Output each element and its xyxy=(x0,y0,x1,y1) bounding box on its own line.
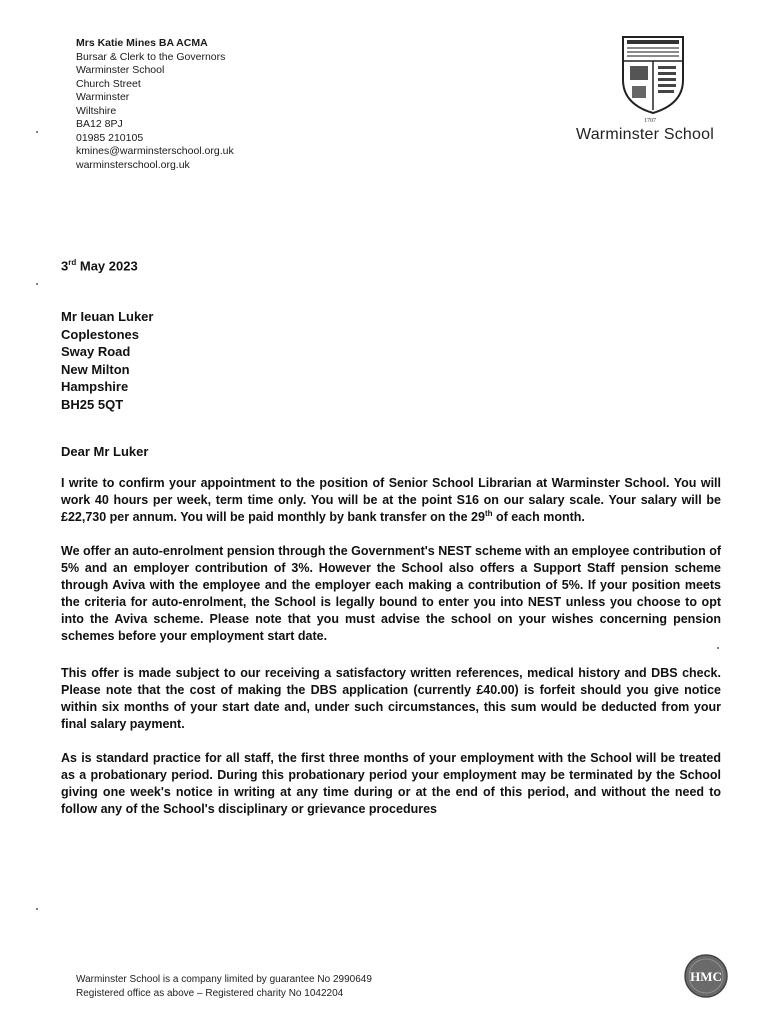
shield-crest-icon xyxy=(620,34,686,116)
school-name: Warminster School xyxy=(576,126,714,143)
hmc-badge-icon xyxy=(683,953,729,999)
paragraph-text: of each month. xyxy=(492,510,585,524)
school-founded: 1707 xyxy=(644,118,656,124)
footer-charity: Registered office as above – Registered charity No 1042204 xyxy=(76,988,344,999)
recipient-line: BH25 5QT xyxy=(61,396,124,412)
date-rest: May 2023 xyxy=(79,258,138,274)
sender-name: Mrs Katie Mines BA ACMA xyxy=(76,37,208,49)
sender-block xyxy=(76,37,234,172)
letter-date xyxy=(61,258,138,273)
recipient-line: Mr Ieuan Luker xyxy=(61,309,154,324)
footer-company: Warminster School is a company limited by guarantee No 2990649 xyxy=(76,974,372,985)
scan-speck xyxy=(36,908,38,910)
school-logo xyxy=(576,34,736,143)
recipient-line: Coplestones xyxy=(61,326,140,342)
sender-address-line: Church Street xyxy=(76,77,141,90)
paragraph-appointment xyxy=(61,475,721,526)
sender-title: Bursar & Clerk to the Governors xyxy=(76,50,226,63)
sender-address-line: BA12 8PJ xyxy=(76,118,123,130)
sender-address-line: Warminster School xyxy=(76,64,165,76)
recipient-address xyxy=(61,308,153,413)
date-day: 3 xyxy=(61,258,69,274)
scan-speck xyxy=(36,283,38,285)
sender-address-line: Warminster xyxy=(76,91,130,103)
salutation: Dear Mr Luker xyxy=(61,444,149,459)
paragraph-pension: We offer an auto-enrolment pension through the Government's NEST scheme with an employee contribution of 5% and an employer contribution of 3%. However the School also offers a Support Staff pension scheme through Aviva with the employee and the employer each making a contribution of 5%. If your position meets the criteria for auto-enrolment, the School is legally bound to enter you into NEST unless you choose to opt into the Aviva scheme. Please note that you must advise the school on your wishes concerning pension schemes before your employment start date. xyxy=(61,544,721,643)
footer xyxy=(76,973,372,1001)
sender-phone: 01985 210105 xyxy=(76,131,144,144)
date-suffix: rd xyxy=(68,258,77,267)
sender-email: kmines@warminsterschool.org.uk xyxy=(76,145,234,157)
recipient-line: Sway Road xyxy=(61,344,131,359)
scan-speck xyxy=(717,647,719,649)
sender-address-line: Wiltshire xyxy=(76,104,117,117)
paragraph-text: I write to confirm your appointment to the position of Senior School Librarian at Warminster School. You will work 40 hours per week, term time only. You will be at the point S16 on our salary scale. Your salary will be £22,730 per annum. You will be paid monthly by bank transfer on the 29 xyxy=(61,476,721,524)
recipient-line: Hampshire xyxy=(61,379,129,394)
recipient-line: New Milton xyxy=(61,361,130,377)
paragraph-probation: As is standard practice for all staff, the first three months of your employment with the School will be treated as a probationary period. During this probationary period your employment may be terminated by the School giving one week's notice in writing at any time during or at the end of this period, and without the need to follow any of the School's disciplinary or grievance procedures xyxy=(61,751,721,816)
scan-speck xyxy=(36,131,38,133)
hmc-badge-text: HMC xyxy=(690,969,722,984)
paragraph-superscript: th xyxy=(484,508,493,518)
sender-website: warminsterschool.org.uk xyxy=(76,158,190,171)
paragraph-conditions: This offer is made subject to our receiving a satisfactory written references, medical history and DBS check. Please note that the cost of making the DBS application (currently £40.00) is forfeit should you give notice within six months of your start date and, under such circumstances, this sum would be deducted from your final salary payment. xyxy=(61,666,721,731)
